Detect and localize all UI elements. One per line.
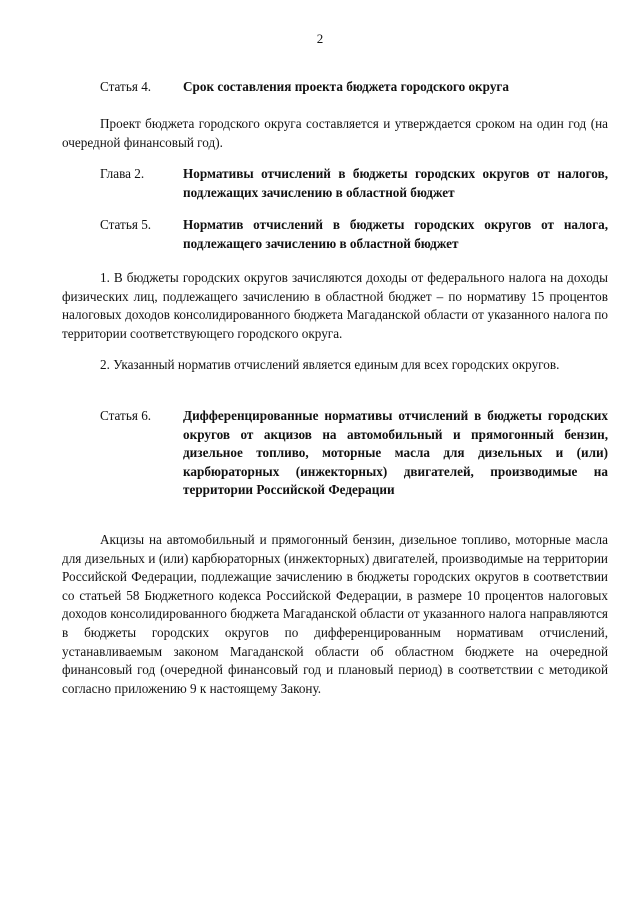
chapter-2-label: Глава 2. (100, 166, 145, 181)
article-5-paragraph-1: 1. В бюджеты городских округов зачисляются доходы от федерального налога на доходы физических лиц, подлежащего зачислению в областной бюджет – по нормативу 15 процентов налоговых доходов консолидированного бюджета Магаданской области от указанного налога по территории соответствующего городского округа. (62, 270, 608, 341)
article-5-label: Статья 5. (100, 217, 152, 232)
chapter-2-heading (100, 165, 608, 202)
article-5-paragraph-2: 2. Указанный норматив отчислений является единым для всех городских округов. (100, 357, 560, 372)
article-6-heading (100, 407, 608, 500)
article-4-label: Статья 4. (100, 79, 152, 94)
article-4-heading (100, 78, 608, 97)
page-number: 2 (316, 31, 324, 46)
article-6-title: Дифференцированные нормативы отчислений в бюджеты городских округов от акцизов на автомобильный и прямогонный бензин, дизельное топливо, моторные масла для дизельных и (или) карбюраторных (инжекторных) двигателей, производимые на территории Российской Федерации (183, 408, 608, 497)
article-6-text: Акцизы на автомобильный и прямогонный бензин, дизельное топливо, моторные масла для дизельных и (или) карбюраторных (инжекторных) двигателей, производимые на территории Российской Федерации, подлежащие зачислению в бюджеты городских округов в соответствии со статьей 58 Бюджетного кодекса Российской Федерации, в размере 10 процентов налоговых доходов консолидированного бюджета Магаданской области от указанного налога направляются в бюджеты городских округов по дифференцированным нормативам отчислений, устанавливаемым законом Магаданской области об областном бюджете на очередной финансовый год (очередной финансовый год и плановый период) в соответствии с методикой согласно приложению 9 к настоящему Закону. (62, 532, 608, 696)
article-4-title: Срок составления проекта бюджета городского округа (183, 79, 509, 94)
article-4-text: Проект бюджета городского округа составляется и утверждается сроком на один год (на очередной финансовый год). (62, 116, 608, 150)
article-6-label: Статья 6. (100, 408, 152, 423)
chapter-2-title: Нормативы отчислений в бюджеты городских округов от налогов, подлежащих зачислению в областной бюджет (183, 166, 608, 200)
article-5-heading (100, 216, 608, 253)
article-5-title: Норматив отчислений в бюджеты городских округов от налога, подлежащего зачислению в областной бюджет (183, 217, 608, 251)
